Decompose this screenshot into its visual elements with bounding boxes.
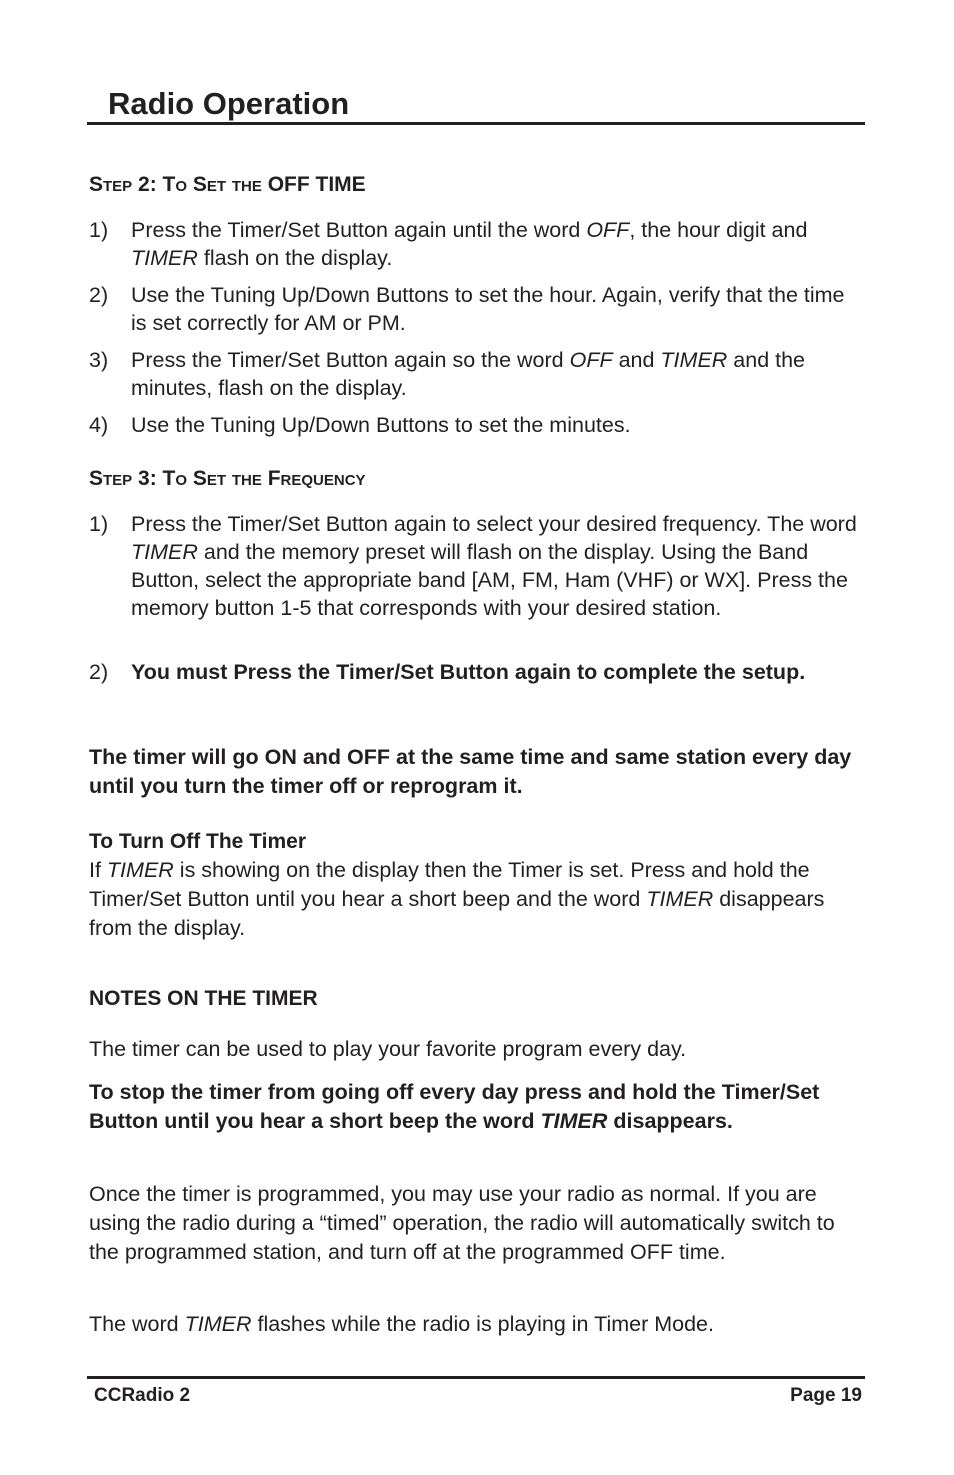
list-text: Press the Timer/Set Button again to select your desired frequency. The word TIMER and the memory preset will flash on the display. Using the Band Button, select the appropriate band [AM, FM, Ham (VHF) or WX]. Press the memory button 1-5 that corresponds with your desired station. (131, 512, 857, 620)
notes-paragraph-1: The timer can be used to play your favorite program every day. (89, 1037, 687, 1061)
list-number: 1) (89, 218, 109, 242)
footer-divider (87, 1376, 865, 1379)
step2-item-4 (89, 411, 859, 439)
notes-paragraph-2: To stop the timer from going off every day press and hold the Timer/Set Button until you hear a short beep the word TIMER disappears. (89, 1080, 820, 1133)
list-text: Press the Timer/Set Button again so the word OFF and TIMER and the minutes, flash on the display. (131, 348, 806, 400)
step2-heading: Step 2: To Set the OFF TIME (89, 173, 366, 196)
list-text: You must Press the Timer/Set Button again to complete the setup. (131, 660, 806, 684)
notes-heading: NOTES ON THE TIMER (89, 987, 318, 1010)
notes-paragraph-4: The word TIMER flashes while the radio is playing in Timer Mode. (89, 1312, 714, 1336)
turn-off-heading: To Turn Off The Timer (89, 830, 306, 853)
timer-note: The timer will go ON and OFF at the same time and same station every day until you turn the timer off or reprogram it. (89, 745, 852, 798)
notes-paragraph-3: Once the timer is programmed, you may use your radio as normal. If you are using the radio during a “timed” operation, the radio will automatically switch to the programmed station, and turn off at the programmed OFF time. (89, 1182, 835, 1264)
title-divider (87, 122, 865, 125)
page-number: Page 19 (790, 1385, 862, 1406)
list-number: 2) (89, 283, 109, 307)
turn-off-text: If TIMER is showing on the display then the Timer is set. Press and hold the Timer/Set Button until you hear a short beep and the word TIMER disappears from the display. (89, 858, 825, 940)
list-number: 3) (89, 348, 109, 372)
step3-item-2 (89, 658, 859, 686)
step2-item-3 (89, 346, 859, 402)
step3-heading: Step 3: To Set the Frequency (89, 467, 366, 490)
step2-item-1 (89, 216, 859, 272)
list-number: 4) (89, 413, 109, 437)
list-number: 2) (89, 660, 109, 684)
footer-product-name: CCRadio 2 (94, 1385, 191, 1406)
list-text: Use the Tuning Up/Down Buttons to set the hour. Again, verify that the time is set correctly for AM or PM. (131, 283, 845, 335)
page-title: Radio Operation (108, 86, 350, 121)
list-text: Use the Tuning Up/Down Buttons to set the minutes. (131, 413, 631, 437)
step3-item-1 (89, 510, 859, 622)
list-text: Press the Timer/Set Button again until the word OFF, the hour digit and TIMER flash on the display. (131, 218, 808, 270)
step2-item-2 (89, 281, 859, 337)
list-number: 1) (89, 512, 109, 536)
